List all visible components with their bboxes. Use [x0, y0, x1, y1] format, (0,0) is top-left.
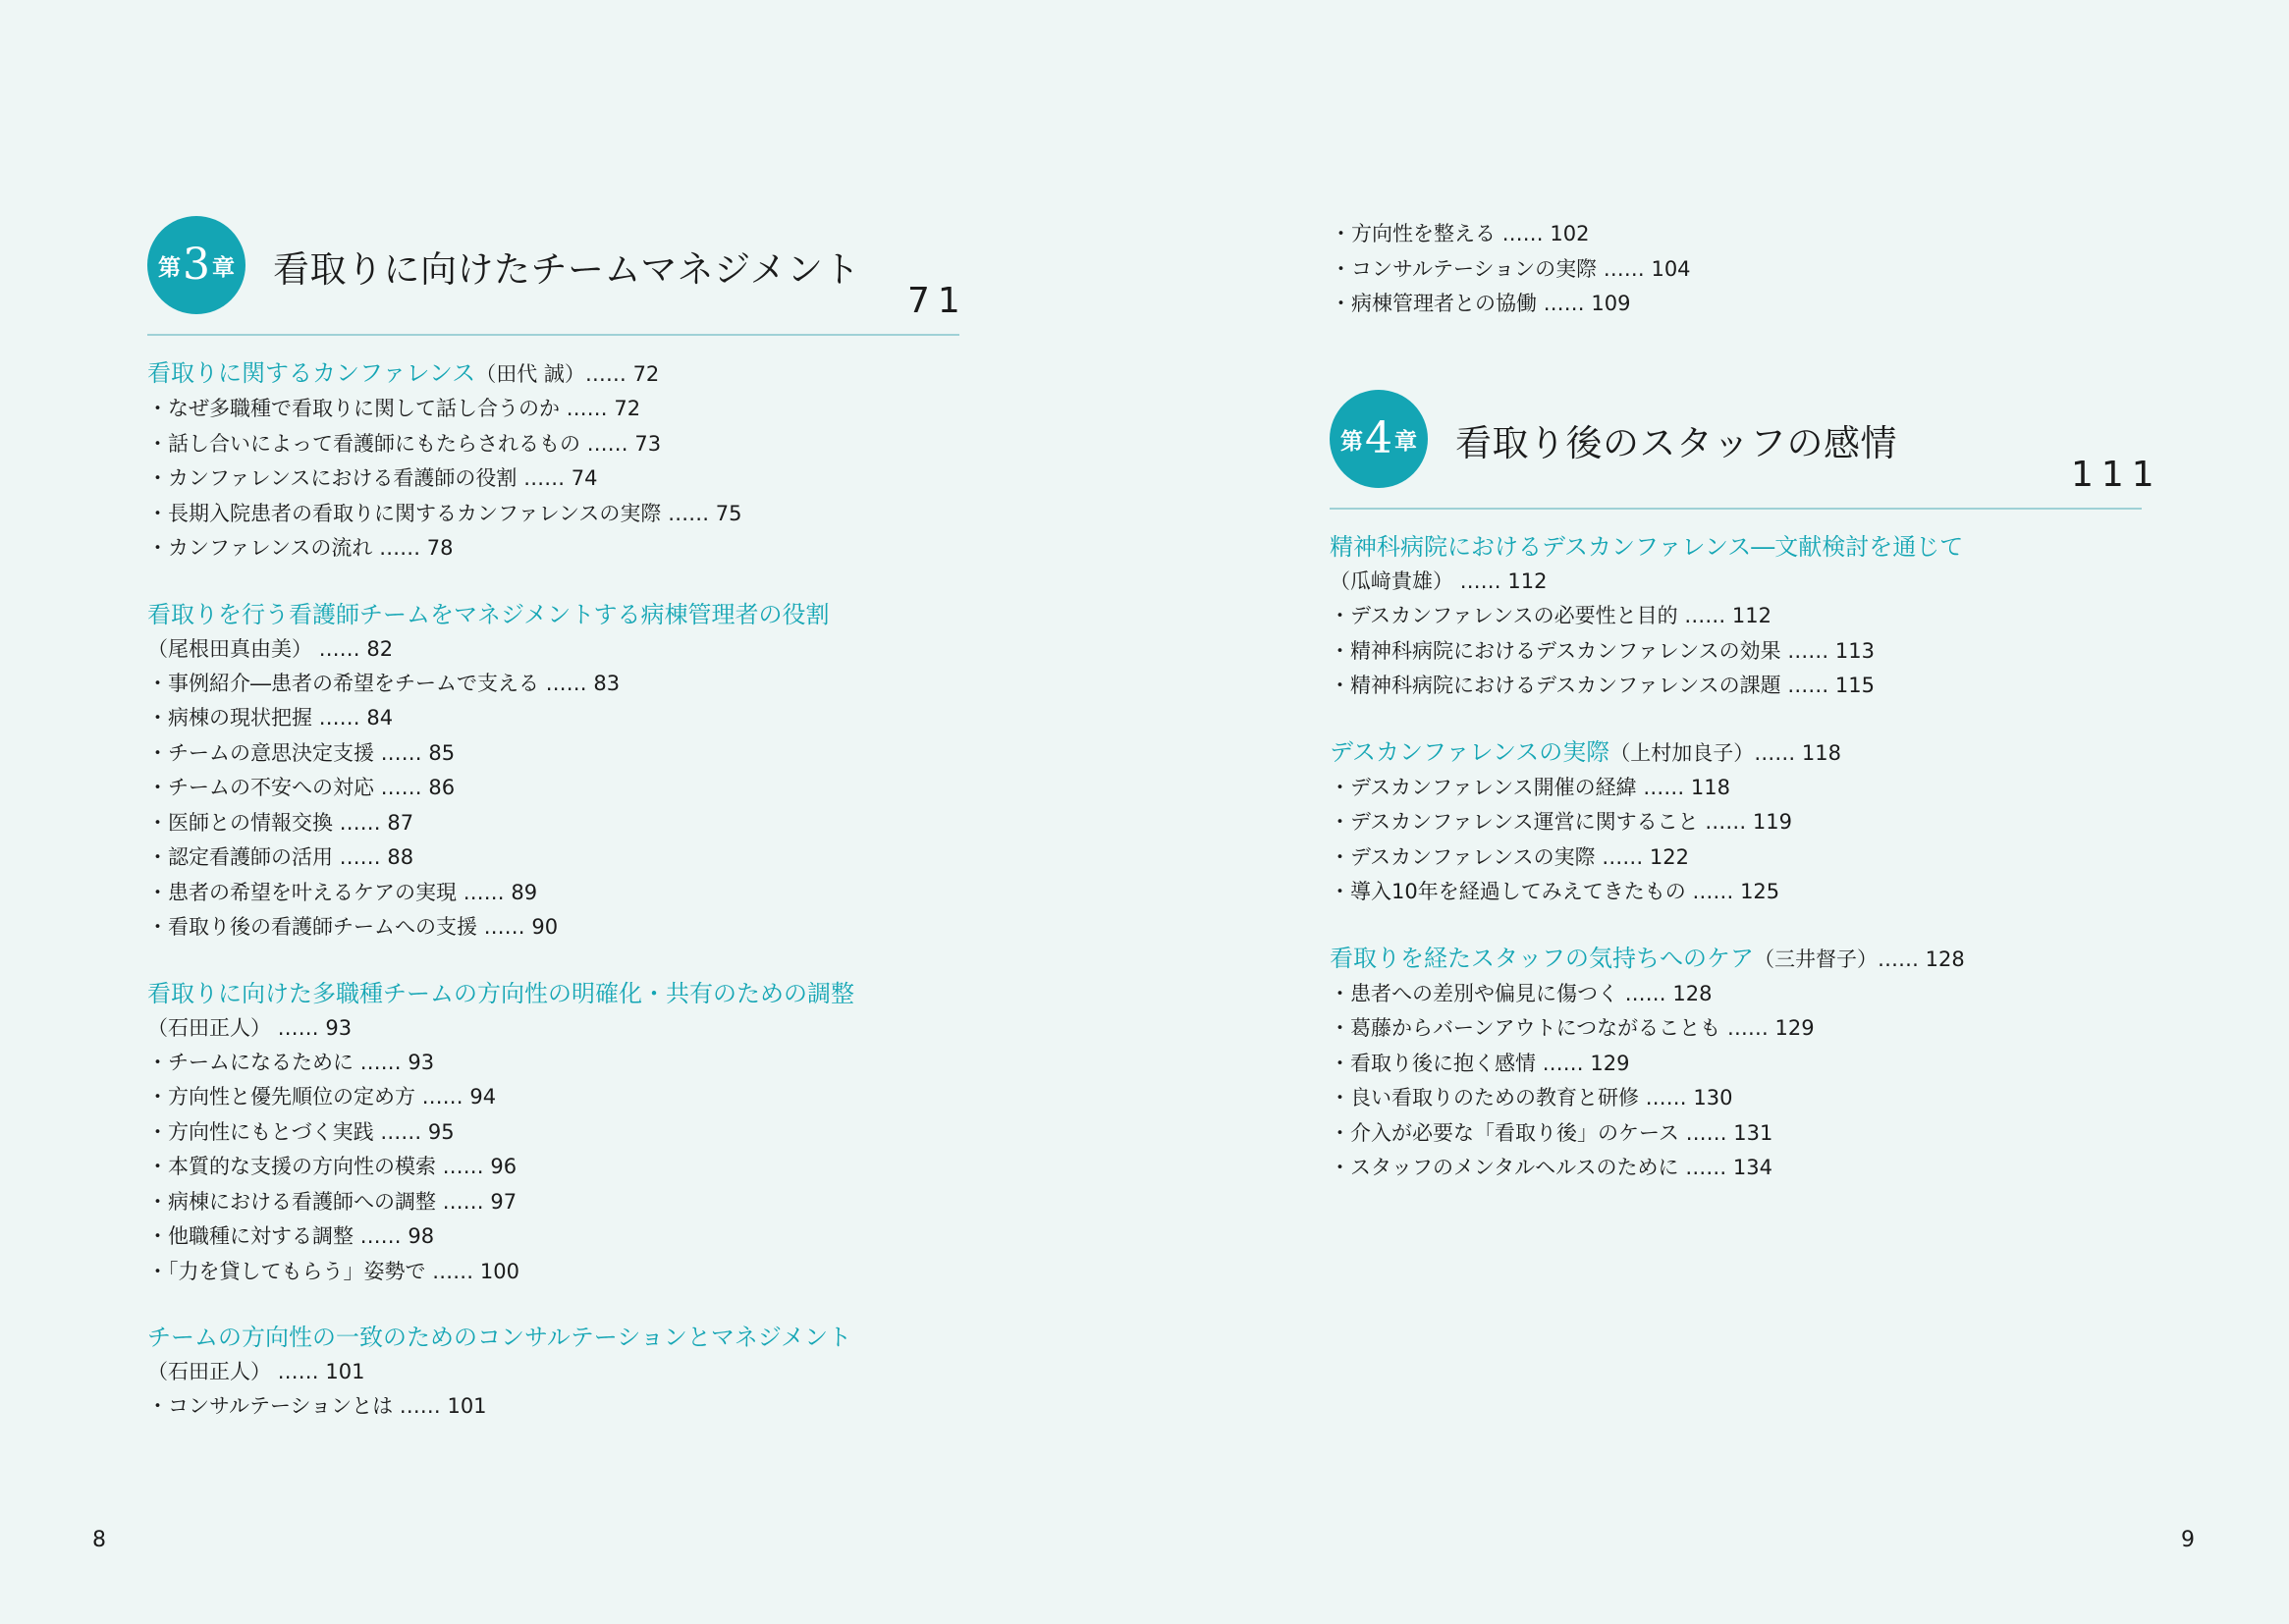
toc-item: ・デスカンファレンスの必要性と目的 …… 112 — [1330, 604, 1772, 627]
toc-item: ・なぜ多職種で看取りに関して話し合うのか …… 72 — [147, 397, 641, 420]
toc-item: ・精神科病院におけるデスカンファレンスの効果 …… 113 — [1330, 638, 1876, 663]
toc-item: ・良い看取りのための教育と研修 …… 130 — [1330, 1086, 1733, 1110]
chapter-3-rule — [147, 334, 959, 336]
chapter-4-heading — [1330, 390, 2162, 510]
chapter-3-badge: 第 3 章 — [147, 216, 245, 314]
toc-item: ・方向性と優先順位の定め方 …… 94 — [147, 1085, 497, 1109]
toc-item: ・チームの不安への対応 …… 86 — [147, 776, 456, 799]
chapter-4-page: 111 — [2071, 455, 2162, 495]
section-author: （瓜﨑貴雄） …… 112 — [1330, 569, 1548, 593]
section-author: （石田正人） …… 101 — [147, 1360, 365, 1383]
section-title: 看取りを行う看護師チームをマネジメントする病棟管理者の役割 — [147, 600, 830, 628]
toc-item: ・介入が必要な「看取り後」のケース …… 131 — [1330, 1120, 1773, 1145]
right-top-items — [1331, 217, 2214, 322]
toc-item: ・病棟における看護師への調整 …… 97 — [147, 1189, 518, 1214]
toc-item: ・スタッフのメンタルヘルスのために …… 134 — [1330, 1156, 1772, 1179]
section-title: 精神科病院におけるデスカンファレンス―文献検討を通じて — [1330, 533, 1964, 561]
section-title: デスカンファレンスの実際（上村加良子）…… 118 — [1330, 737, 1842, 766]
page-number-right: 9 — [2181, 1528, 2195, 1552]
section-title: 看取りに関するカンファレンス（田代 誠）…… 72 — [147, 359, 660, 387]
toc-item: ・デスカンファレンス運営に関すること …… 119 — [1330, 810, 1793, 834]
toc-item: ・チームになるために …… 93 — [147, 1050, 435, 1074]
toc-section — [1330, 735, 2213, 910]
section-title: 看取りに向けた多職種チームの方向性の明確化・共有のための調整 — [147, 979, 854, 1007]
toc-item: ・患者への差別や偏見に傷つく …… 128 — [1330, 981, 1713, 1005]
toc-item: ・カンファレンスにおける看護師の役割 …… 74 — [147, 466, 598, 490]
chapter-4-rule — [1330, 508, 2142, 510]
toc-item: ・長期入院患者の看取りに関するカンファレンスの実際 …… 75 — [147, 501, 742, 525]
toc-item: ・看取り後の看護師チームへの支援 …… 90 — [147, 915, 559, 939]
chapter-3-title: 看取りに向けたチームマネジメント — [273, 248, 861, 291]
toc-item: ・話し合いによって看護師にもたらされるもの …… 73 — [147, 431, 662, 456]
right-column — [1330, 530, 2213, 1218]
toc-item: ・精神科病院におけるデスカンファレンスの課題 …… 115 — [1330, 674, 1876, 697]
toc-item: ・本質的な支援の方向性の模索 …… 96 — [147, 1155, 518, 1178]
left-column — [147, 356, 953, 1456]
section-title: チームの方向性の一致のためのコンサルテーションとマネジメント — [147, 1324, 852, 1351]
toc-item: ・葛藤からバーンアウトにつながることも …… 129 — [1330, 1016, 1815, 1040]
toc-item: ・病棟管理者との協働 …… 109 — [1331, 292, 1631, 315]
toc-section — [1330, 942, 2213, 1186]
page-number-left: 8 — [92, 1528, 106, 1552]
toc-section — [147, 977, 953, 1290]
toc-item: ・患者の希望を叶えるケアの実現 …… 89 — [147, 880, 538, 904]
toc-item: ・他職種に対する調整 …… 98 — [147, 1224, 435, 1248]
toc-item: ・看取り後に抱く感情 …… 129 — [1330, 1051, 1630, 1075]
toc-section — [147, 598, 953, 946]
toc-item: ・デスカンファレンス開催の経緯 …… 118 — [1330, 775, 1731, 799]
chapter-3-heading — [147, 216, 968, 336]
toc-item: ・導入10年を経過してみえてきたもの …… 125 — [1330, 880, 1780, 903]
toc-item: ・医師との情報交換 …… 87 — [147, 810, 414, 835]
toc-section — [1330, 530, 2213, 704]
toc-item: ・方向性を整える …… 102 — [1331, 222, 1590, 245]
toc-item: ・チームの意思決定支援 …… 85 — [147, 740, 456, 765]
section-author: （尾根田真由美） …… 82 — [147, 636, 394, 661]
toc-item: ・コンサルテーションとは …… 101 — [147, 1394, 487, 1418]
toc-item: ・病棟の現状把握 …… 84 — [147, 706, 394, 730]
toc-item: ・「力を貸してもらう」姿勢で …… 100 — [147, 1259, 519, 1283]
toc-section — [147, 356, 953, 567]
toc-item: ・コンサルテーションの実際 …… 104 — [1331, 256, 1691, 281]
toc-item: ・事例紹介―患者の希望をチームで支える …… 83 — [147, 671, 621, 695]
toc-item: ・カンファレンスの流れ …… 78 — [147, 536, 454, 560]
toc-item: ・認定看護師の活用 …… 88 — [147, 845, 414, 869]
chapter-4-title: 看取り後のスタッフの感情 — [1455, 422, 1897, 464]
chapter-4-badge: 第 4 章 — [1330, 390, 1428, 488]
toc-section — [147, 1321, 953, 1425]
section-author: （石田正人） …… 93 — [147, 1015, 353, 1040]
chapter-3-page: 71 — [907, 281, 968, 321]
toc-item: ・方向性にもとづく実践 …… 95 — [147, 1119, 455, 1144]
section-title: 看取りを経たスタッフの気持ちへのケア（三井督子）…… 128 — [1330, 944, 1965, 972]
toc-item: ・デスカンファレンスの実際 …… 122 — [1330, 844, 1690, 869]
